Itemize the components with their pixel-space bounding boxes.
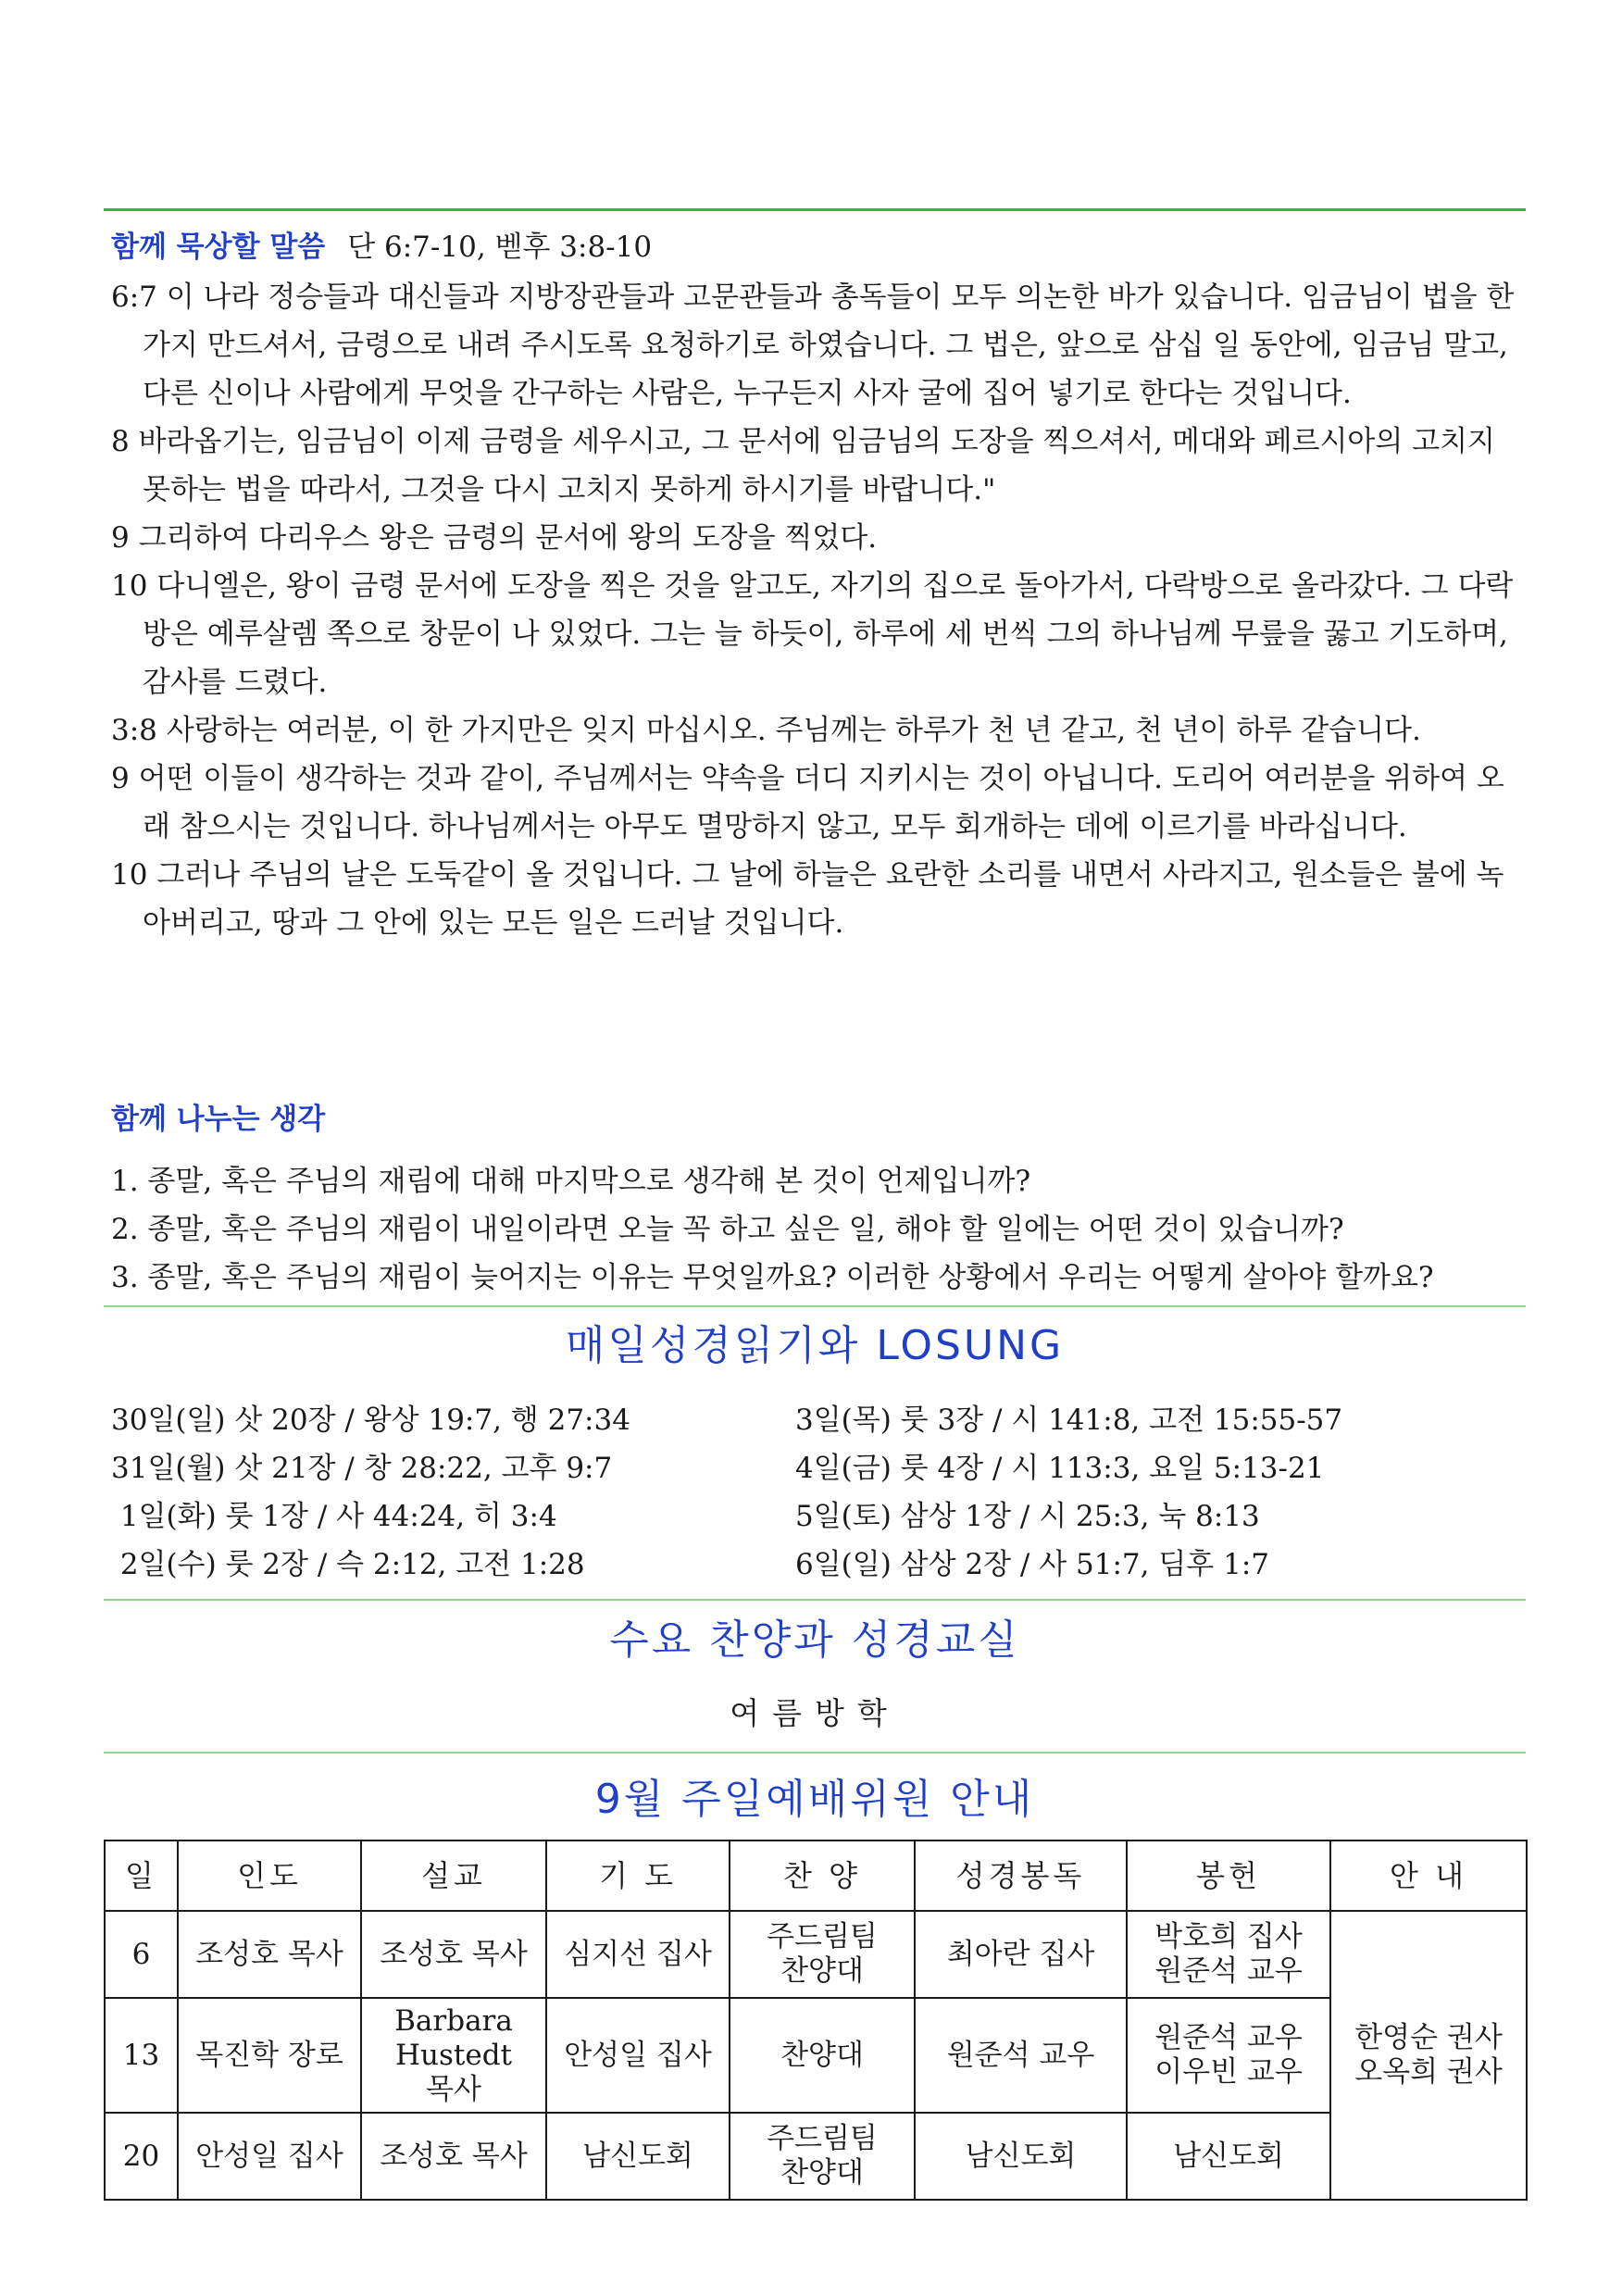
cell-line: Barbara: [394, 2003, 513, 2038]
table-row: [105, 2113, 1527, 2200]
prayer-cell: 심지선 집사: [546, 1911, 730, 1998]
praise-cell: [730, 2113, 915, 2200]
cell-line: 조성호 목사: [380, 2139, 528, 2173]
cell-line: 찬양대: [780, 2038, 864, 2072]
reading-entry: 4일(금) 룻 4장 / 시 113:3, 요일 5:13-21: [795, 1452, 1325, 1485]
sharing-label: 함께 나누는 생각: [111, 1103, 326, 1136]
meditation-label: 함께 묵상할 말씀: [111, 231, 326, 264]
table-header-row: [105, 1841, 1527, 1911]
reading-schedule-left: [111, 1396, 630, 1589]
cell-line: 찬양대: [780, 1954, 864, 1988]
cell-line: 남신도회: [1173, 2139, 1284, 2173]
top-divider: [104, 208, 1526, 211]
reading-entry: 5일(토) 삼상 1장 / 시 25:3, 눅 8:13: [795, 1500, 1260, 1533]
reading-entry: 2일(수) 룻 2장 / 슥 2:12, 고전 1:28: [111, 1548, 585, 1581]
offering-cell: [1127, 1998, 1330, 2113]
reading-entry: 31일(월) 삿 21장 / 창 28:22, 고후 9:7: [111, 1452, 613, 1485]
column-header: 인도: [178, 1841, 361, 1911]
question-item: 3. 종말, 혹은 주님의 재림이 늦어지는 이유는 무엇일까요? 이러한 상황에서 우리는 어떻게 살아야 할까요?: [111, 1261, 1434, 1294]
daily-reading-title: 매일성경읽기와 LOSUNG: [565, 1322, 1065, 1369]
reading-entry: 1일(화) 룻 1장 / 사 44:24, 히 3:4: [111, 1500, 557, 1533]
question-item: 2. 종말, 혹은 주님의 재림이 내일이라면 오늘 꼭 하고 싶은 일, 해야 할 일에는 어떤 것이 있습니까?: [111, 1213, 1344, 1246]
column-header: 성경봉독: [915, 1841, 1127, 1911]
section-divider: [104, 1305, 1526, 1307]
column-header: 설교: [361, 1841, 546, 1911]
wednesday-title: 수요 찬양과 성경교실: [609, 1616, 1020, 1664]
discussion-questions: [111, 1157, 1537, 1302]
verse: 10 그러나 주님의 날은 도둑같이 올 것입니다. 그 날에 하늘은 요란한 소리를 내면서 사라지고, 원소들은 불에 녹아버리고, 땅과 그 안에 있는 모든 일은 드러날 것입니다.: [111, 858, 1504, 940]
column-header: 안 내: [1330, 1841, 1527, 1911]
reading-cell: 원준석 교우: [915, 1998, 1127, 2113]
column-header: 봉헌: [1127, 1841, 1330, 1911]
reading-entry: 30일(일) 삿 20장 / 왕상 19:7, 행 27:34: [111, 1404, 630, 1437]
cell-line: 조성호 목사: [380, 1937, 528, 1971]
day-cell: 6: [105, 1911, 178, 1998]
lead-cell: 목진학 장로: [178, 1998, 361, 2113]
reading-cell: 남신도회: [915, 2113, 1127, 2200]
section-divider: [104, 1752, 1526, 1753]
praise-cell: [730, 1911, 915, 1998]
sermon-cell: [361, 2113, 546, 2200]
sermon-cell: [361, 1998, 546, 2113]
section-divider: [104, 1599, 1526, 1601]
verse: 3:8 사랑하는 여러분, 이 한 가지만은 잊지 마십시오. 주님께는 하루가 천 년 같고, 천 년이 하루 같습니다.: [111, 714, 1421, 747]
cell-line: 주드림팀: [767, 2122, 878, 2155]
question-item: 1. 종말, 혹은 주님의 재림에 대해 마지막으로 생각해 본 것이 언제입니까?: [111, 1165, 1031, 1198]
verse: 9 그리하여 다리우스 왕은 금령의 문서에 왕의 도장을 찍었다.: [111, 521, 878, 555]
prayer-cell: 남신도회: [546, 2113, 730, 2200]
cell-line: 찬양대: [780, 2156, 864, 2190]
verse: 6:7 이 나라 정승들과 대신들과 지방장관들과 고문관들과 총독들이 모두 의논한 바가 있습니다. 임금님이 법을 한 가지 만드셔서, 금령으로 내려 주시도록 요청하기로 하였습니다. 그 법은, 앞으로 삼십 일 동안에, 임금님 말고, 다른 신이나 사람에게 무엇을 간구하는 사람은, 누구든지 사자 굴에 집어 넣기로 한다는 것입니다.: [111, 281, 1515, 410]
cell-line: 한영순 권사: [1354, 2021, 1503, 2054]
column-header: 일: [105, 1841, 178, 1911]
praise-cell: [730, 1998, 915, 2113]
scripture-passage: [111, 273, 1528, 947]
guide-cell: [1330, 1911, 1527, 2200]
scripture-reference: 단 6:7-10, 벧후 3:8-10: [347, 231, 653, 264]
reading-entry: 6일(일) 삼상 2장 / 사 51:7, 딤후 1:7: [795, 1548, 1269, 1581]
duty-title: 9월 주일예배위원 안내: [594, 1776, 1035, 1823]
cell-line: 이우빈 교우: [1154, 2055, 1303, 2089]
meditation-heading: [111, 224, 652, 270]
cell-line: 목사: [426, 2072, 481, 2106]
prayer-cell: 안성일 집사: [546, 1998, 730, 2113]
cell-line: 원준석 교우: [1154, 2021, 1303, 2054]
cell-line: 오옥희 권사: [1354, 2055, 1503, 2089]
lead-cell: 조성호 목사: [178, 1911, 361, 1998]
reading-schedule-right: [795, 1396, 1342, 1589]
verse: 10 다니엘은, 왕이 금령 문서에 도장을 찍은 것을 알고도, 자기의 집으로 돌아가서, 다락방으로 올라갔다. 그 다락방은 예루살렘 쪽으로 창문이 나 있었다. 그는 늘 하듯이, 하루에 세 번씩 그의 하나님께 무릎을 꿇고 기도하며, 감사를 드렸다.: [111, 569, 1514, 699]
day-cell: 13: [105, 1998, 178, 2113]
cell-line: 주드림팀: [767, 1920, 878, 1953]
column-header: 찬 양: [730, 1841, 915, 1911]
day-cell: 20: [105, 2113, 178, 2200]
offering-cell: [1127, 2113, 1330, 2200]
lead-cell: 안성일 집사: [178, 2113, 361, 2200]
verse: 9 어떤 이들이 생각하는 것과 같이, 주님께서는 약속을 더디 지키시는 것이 아닙니다. 도리어 여러분을 위하여 오래 참으시는 것입니다. 하나님께서는 아무도 멸망하지 않고, 모두 회개하는 데에 이르기를 바라십니다.: [111, 762, 1504, 843]
verse: 8 바라옵기는, 임금님이 이제 금령을 세우시고, 그 문서에 임금님의 도장을 찍으셔서, 메대와 페르시아의 고치지 못하는 법을 따라서, 그것을 다시 고치지 못하게 하시기를 바랍니다.": [111, 425, 1496, 506]
reading-entry: 3일(목) 룻 3장 / 시 141:8, 고전 15:55-57: [795, 1404, 1343, 1437]
duty-table: [104, 1840, 1528, 2201]
cell-line: Hustedt: [394, 2038, 512, 2072]
table-row: [105, 1911, 1527, 1998]
offering-cell: [1127, 1911, 1330, 1998]
cell-line: 원준석 교우: [1154, 1954, 1303, 1988]
cell-line: 박호희 집사: [1154, 1920, 1303, 1953]
sermon-cell: [361, 1911, 546, 1998]
reading-cell: 최아란 집사: [915, 1911, 1127, 1998]
table-row: [105, 1998, 1527, 2113]
wednesday-note: 여름방학: [730, 1695, 900, 1731]
column-header: 기 도: [546, 1841, 730, 1911]
